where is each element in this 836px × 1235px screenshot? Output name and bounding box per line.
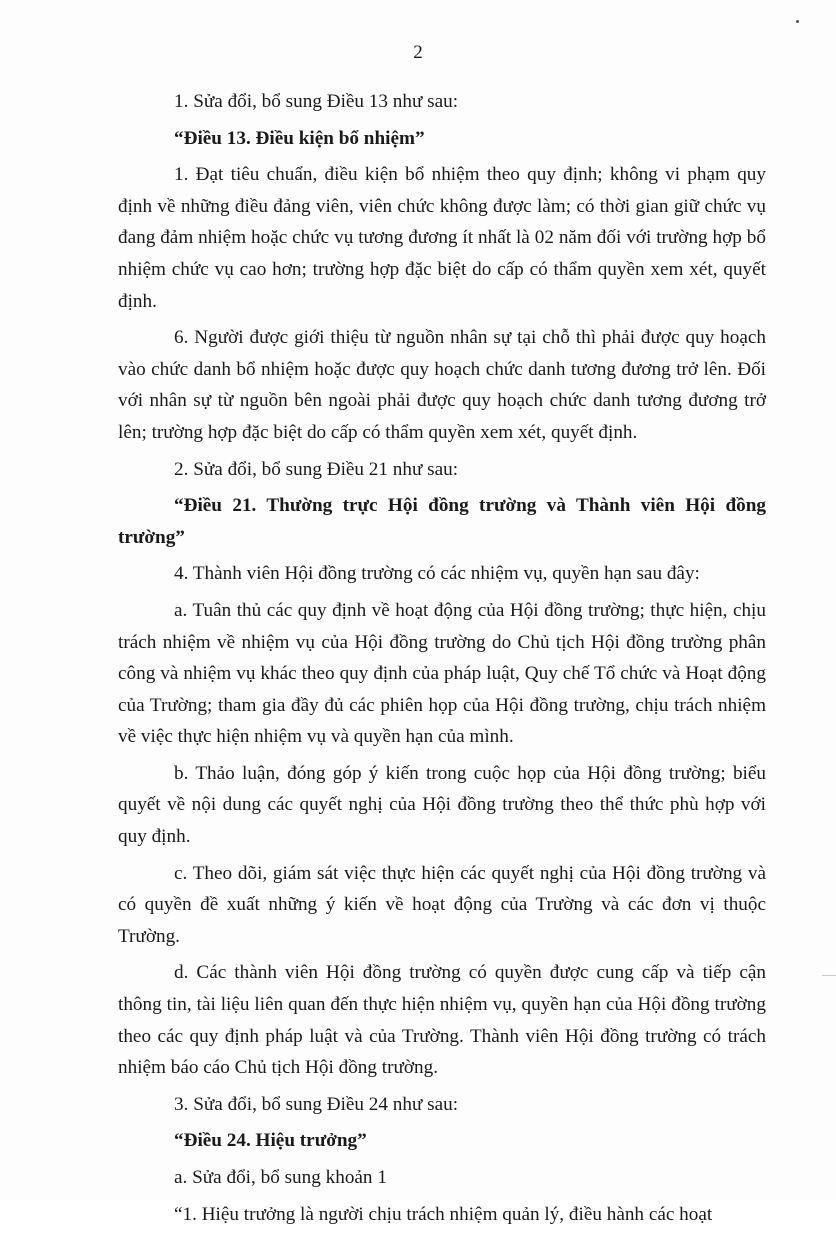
page-number: 2 bbox=[413, 42, 423, 63]
paragraph-amend-clause-1: a. Sửa đổi, bổ sung khoản 1 bbox=[174, 1167, 387, 1188]
paragraph-clause-6-appointment: 6. Người được giới thiệu từ nguồn nhân sự tại chỗ thì phải được quy hoạch vào chức danh bổ nhiệm hoặc được quy hoạch chức danh tương đương trở lên. Đối với nhân sự từ nguồn bên ngoài phải được quy hoạch chức danh tương đương trở lên; trường hợp đặc biệt do cấp có thẩm quyền xem xét, quyết định. bbox=[118, 327, 766, 443]
paragraph-amend-article-21: 2. Sửa đổi, bổ sung Điều 21 như sau: bbox=[174, 458, 459, 480]
paragraph-rector-clause-1: “1. Hiệu trưởng là người chịu trách nhiệm quản lý, điều hành các hoạt bbox=[174, 1203, 713, 1225]
paragraph-item-a: a. Tuân thủ các quy định về hoạt động của Hội đồng trường; thực hiện, chịu trách nhiệm về nhiệm vụ của Hội đồng trường do Chủ tịch Hội đồng trường phân công và nhiệm vụ khác theo quy định của pháp luật, Quy chế Tổ chức và Hoạt động của Trường; tham gia đầy đủ các phiên họp của Hội đồng trường, chịu trách nhiệm về việc thực hiện nhiệm vụ và quyền hạn của mình. bbox=[118, 599, 766, 748]
paragraph-item-b: b. Thảo luận, đóng góp ý kiến trong cuộc họp của Hội đồng trường; biểu quyết về nội dung các quyết nghị của Hội đồng trường theo thể thức phù hợp với quy định. bbox=[118, 762, 766, 848]
paragraph-amend-article-13: 1. Sửa đổi, bổ sung Điều 13 như sau: bbox=[174, 91, 459, 112]
paragraph-item-d: d. Các thành viên Hội đồng trường có quyền được cung cấp và tiếp cận thông tin, tài liệu liên quan đến thực hiện nhiệm vụ, quyền hạn của Hội đồng trường theo các quy định pháp luật và của Trường. Thành viên Hội đồng trường có trách nhiệm báo cáo Chủ tịch Hội đồng trường. bbox=[118, 962, 766, 1079]
paragraph-item-c: c. Theo dõi, giám sát việc thực hiện các quyết nghị của Hội đồng trường và có quyền đề xuất những ý kiến về hoạt động của Trường và các đơn vị thuộc Trường. bbox=[118, 862, 766, 947]
paragraph-amend-article-24: 3. Sửa đổi, bổ sung Điều 24 như sau: bbox=[174, 1093, 459, 1115]
paragraph-clause-4-members: 4. Thành viên Hội đồng trường có các nhiệm vụ, quyền hạn sau đây: bbox=[174, 563, 700, 585]
heading-article-21: “Điều 21. Thường trực Hội đồng trường và Thành viên Hội đồng trường” bbox=[118, 495, 766, 548]
paragraph-clause-1-appointment: 1. Đạt tiêu chuẩn, điều kiện bổ nhiệm theo quy định; không vi phạm quy định về những điều đảng viên, viên chức không được làm; có thời gian giữ chức vụ đang đảm nhiệm hoặc chức vụ tương đương ít nhất là 02 năm đối với trường hợp bổ nhiệm chức vụ cao hơn; trường hợp đặc biệt do cấp có thẩm quyền xem xét, quyết định. bbox=[118, 164, 766, 312]
scan-edge-mark bbox=[822, 975, 836, 976]
document-body bbox=[118, 86, 766, 1235]
heading-article-13: “Điều 13. Điều kiện bổ nhiệm” bbox=[174, 127, 425, 149]
scan-speck bbox=[796, 20, 799, 23]
heading-article-24: “Điều 24. Hiệu trưởng” bbox=[174, 1130, 367, 1152]
